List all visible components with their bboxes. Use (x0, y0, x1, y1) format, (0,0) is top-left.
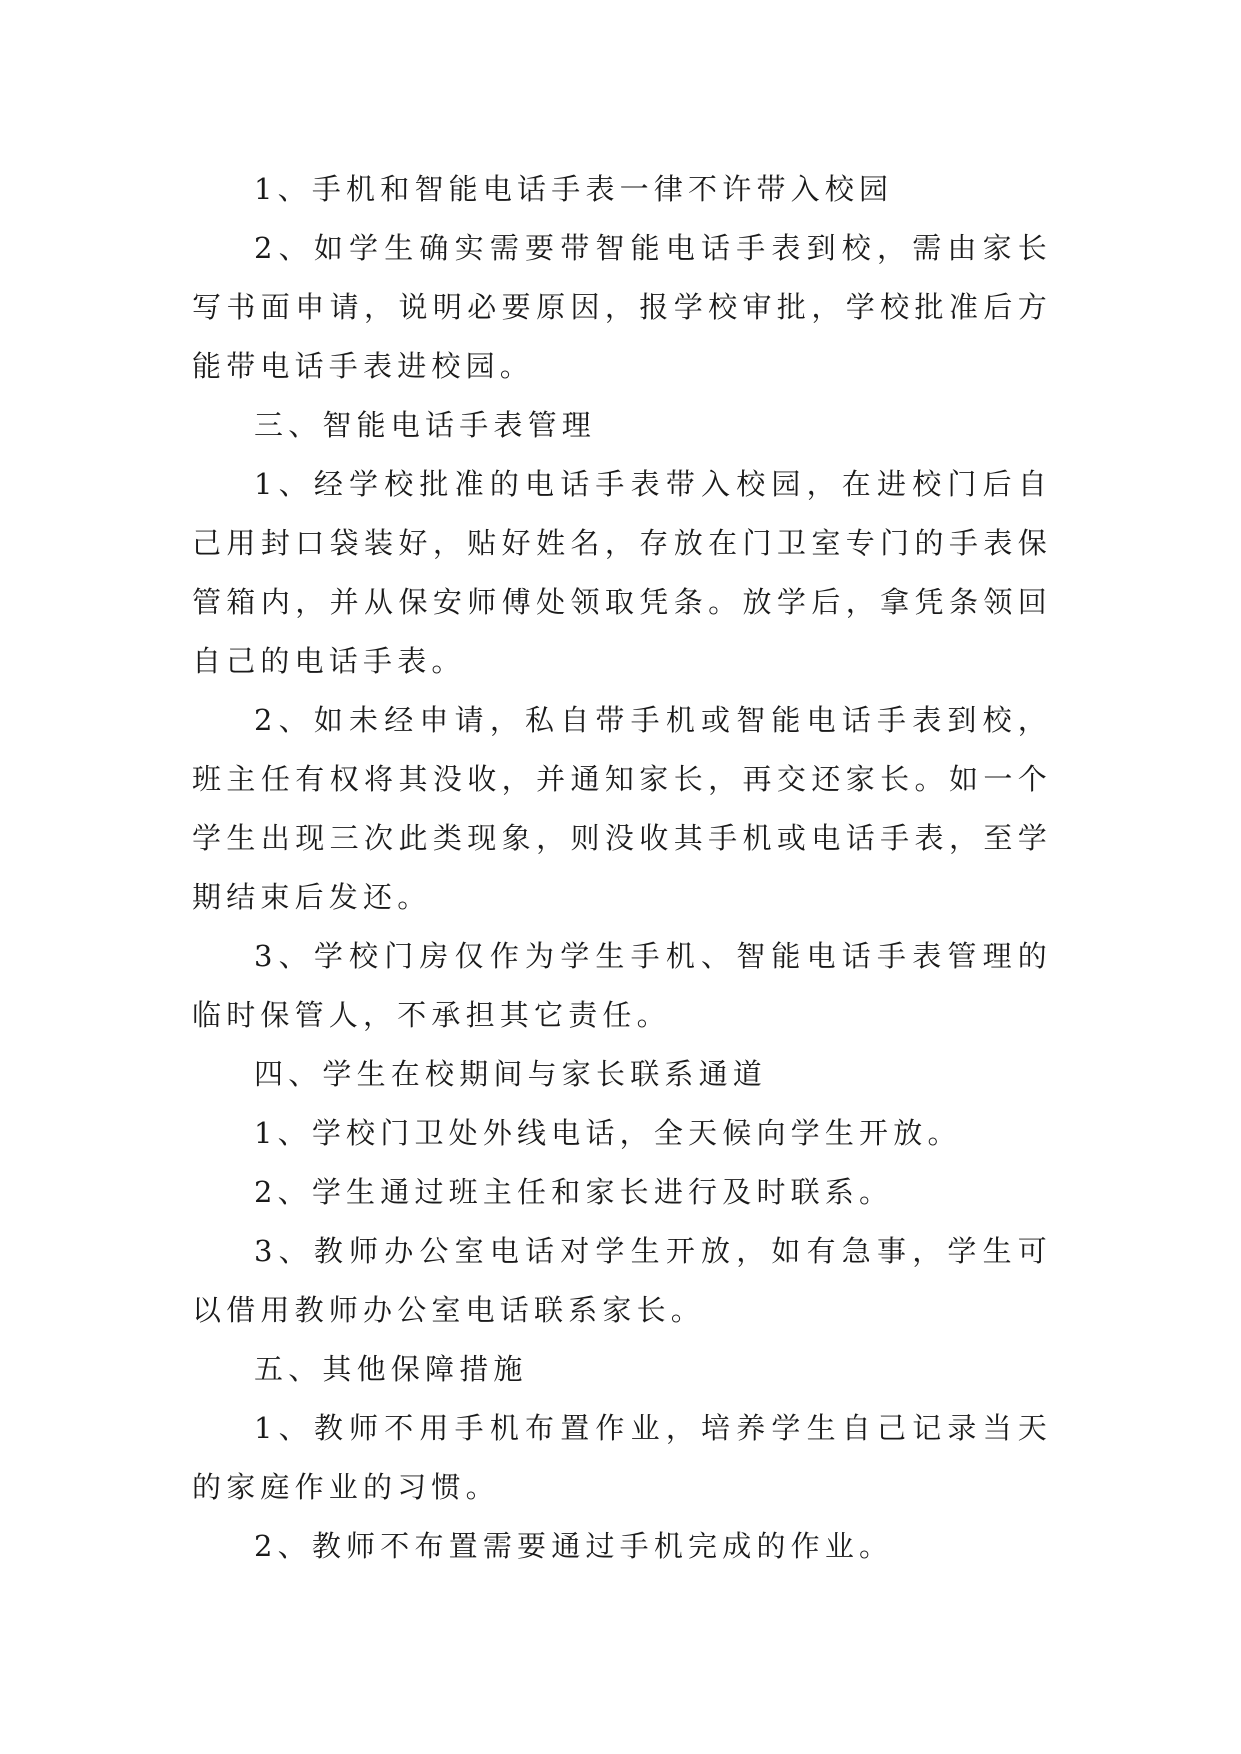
paragraph-homework-recording: 1、教师不用手机布置作业，培养学生自己记录当天的家庭作业的习惯。 (192, 1411, 1052, 1504)
paragraph-office-phone: 3、教师办公室电话对学生开放，如有急事，学生可以借用教师办公室电话联系家长。 (192, 1234, 1052, 1327)
paragraph-rule-no-phones: 1、手机和智能电话手表一律不许带入校园 (254, 172, 894, 206)
document-body (192, 160, 1052, 1576)
paragraph-watch-storage: 1、经学校批准的电话手表带入校园，在进校门后自己用封口袋装好，贴好姓名，存放在门卫室专门的手表保管箱内，并从保安师傅处领取凭条。放学后，拿凭条领回自己的电话手表。 (192, 467, 1052, 678)
paragraph-confiscation: 2、如未经申请，私自带手机或智能电话手表到校，班主任有权将其没收，并通知家长，再交还家长。如一个学生出现三次此类现象，则没收其手机或电话手表，至学期结束后发还。 (192, 703, 1052, 914)
section-heading-other-measures: 五、其他保障措施 (254, 1352, 528, 1386)
paragraph-gatehouse-custody: 3、学校门房仅作为学生手机、智能电话手表管理的临时保管人，不承担其它责任。 (192, 939, 1052, 1032)
paragraph-class-teacher-contact: 2、学生通过班主任和家长进行及时联系。 (254, 1175, 894, 1209)
paragraph-watch-application: 2、如学生确实需要带智能电话手表到校，需由家长写书面申请，说明必要原因，报学校审批，学校批准后方能带电话手表进校园。 (192, 231, 1052, 383)
paragraph-gate-phone: 1、学校门卫处外线电话，全天候向学生开放。 (254, 1116, 962, 1150)
section-heading-parent-contact: 四、学生在校期间与家长联系通道 (254, 1057, 768, 1091)
section-heading-watch-management: 三、智能电话手表管理 (254, 408, 597, 442)
paragraph-no-phone-homework: 2、教师不布置需要通过手机完成的作业。 (254, 1529, 894, 1563)
